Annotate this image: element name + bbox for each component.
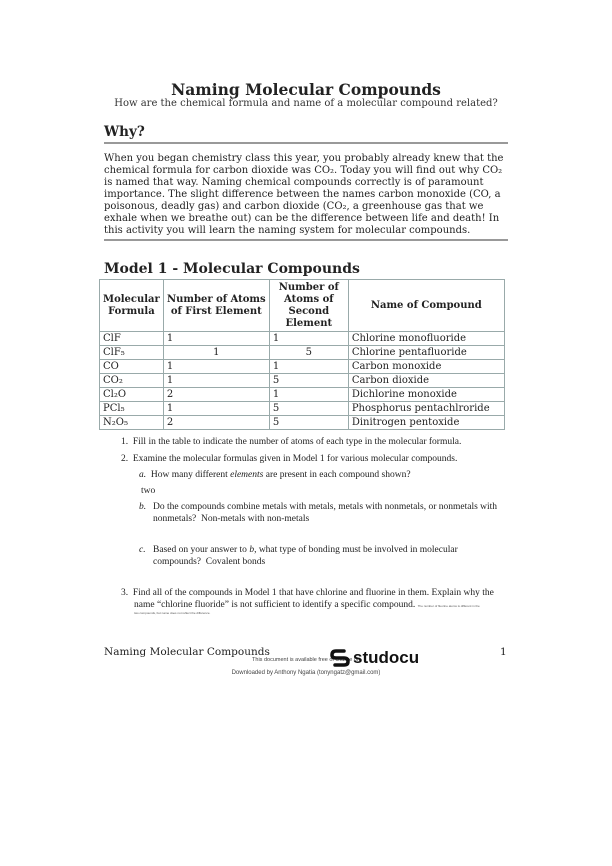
cell-first[interactable]: 2	[163, 416, 269, 430]
divider	[104, 142, 508, 144]
cell-first[interactable]: 1	[163, 346, 269, 360]
q3-text: name “chlorine fluoride” is not sufficient to identify a specific compound.	[134, 600, 416, 610]
q2c-label: c.	[139, 545, 146, 555]
cell-name: Phosphorus pentachlroride	[348, 402, 504, 416]
answer-2b[interactable]: Non-metals with non-metals	[201, 513, 310, 524]
cell-second[interactable]: 1	[269, 388, 348, 402]
q2c-text-pre: Based on your answer to	[153, 545, 247, 555]
answer-2a[interactable]: two	[141, 486, 156, 496]
table-row	[100, 374, 505, 388]
page-subtitle: How are the chemical formula and name of a molecular compound related?	[114, 98, 498, 109]
cell-name: Dichlorine monoxide	[348, 388, 504, 402]
q2b-text: Do the compounds combine metals with metals, metals with nonmetals, or nonmetals with nonmetals?	[153, 502, 498, 524]
cell-name: Chlorine pentafluoride	[348, 346, 504, 360]
cell-second[interactable]: 1	[269, 360, 348, 374]
intro-paragraph: When you began chemistry class this year, you probably already knew that the chemical formula for carbon dioxide was CO₂. Today you will find out why CO₂ is named that way. Naming chemical compounds correctly is of paramount importance. The slight difference between the names carbon monoxide (CO, a poisonous, deadly gas) and carbon dioxide (CO₂, a greenhouse gas that we exhale when we breathe out) can be the difference between life and death! In this activity you will learn the naming system for molecular compounds.	[104, 153, 504, 236]
divider	[104, 239, 508, 241]
download-note: Downloaded by Anthony Ngatia (tonyngatz@gmail.com)	[231, 670, 381, 676]
table-row	[100, 402, 505, 416]
question-2: 2. Examine the molecular formulas given in Model 1 for various molecular compounds.	[121, 454, 458, 464]
q2a-text-post: are present in each compound shown?	[265, 470, 411, 480]
table-row	[100, 346, 505, 360]
footer-title: Naming Molecular Compounds	[104, 646, 270, 658]
question-2a	[139, 470, 411, 480]
cell-formula: ClF₅	[100, 346, 164, 360]
table-row	[100, 388, 505, 402]
cell-second[interactable]: 5	[269, 416, 348, 430]
col-header-first: Number of Atoms of First Element	[163, 280, 269, 332]
cell-name: Carbon monoxide	[348, 360, 504, 374]
q2a-text-em: elements	[230, 470, 264, 480]
studocu-icon	[330, 648, 350, 668]
table-header-row	[100, 280, 505, 332]
cell-name: Carbon dioxide	[348, 374, 504, 388]
availability-note: This document is available free of charge on	[252, 657, 360, 663]
q2c-text-em: b	[249, 545, 255, 555]
answer-3-part1[interactable]: The number of fluorine atoms is different in the	[417, 604, 480, 608]
why-heading: Why?	[104, 124, 145, 140]
compounds-table	[99, 279, 505, 430]
question-3-line1: 3. Find all of the compounds in Model 1 that have chlorine and fluorine in them. Explain why the	[121, 588, 494, 598]
cell-second[interactable]: 5	[269, 402, 348, 416]
answer-2c[interactable]: Covalent bonds	[205, 556, 266, 567]
studocu-wordmark: studocu	[353, 648, 420, 667]
cell-formula: Cl₂O	[100, 388, 164, 402]
col-header-second: Number of Atoms of Second Element	[269, 280, 348, 332]
table-row	[100, 416, 505, 430]
cell-formula: PCl₅	[100, 402, 164, 416]
cell-second[interactable]: 5	[269, 346, 348, 360]
page-title: Naming Molecular Compounds	[171, 80, 441, 99]
question-2b	[139, 502, 511, 525]
page-number: 1	[500, 646, 507, 658]
q2a-text-pre: How many different	[150, 470, 228, 480]
cell-formula: CO	[100, 360, 164, 374]
question-1: 1. Fill in the table to indicate the number of atoms of each type in the molecular formula.	[121, 437, 462, 447]
table-row	[100, 360, 505, 374]
cell-formula: N₂O₅	[100, 416, 164, 430]
q2c-text-post: , what type of bonding must be involved in molecular compounds?	[153, 545, 458, 567]
col-header-formula: Molecular Formula	[100, 280, 164, 332]
cell-second[interactable]: 1	[269, 332, 348, 346]
q2b-label: b.	[139, 502, 147, 512]
col-header-name: Name of Compound	[348, 280, 504, 332]
cell-name: Chlorine monofluoride	[348, 332, 504, 346]
cell-formula: ClF	[100, 332, 164, 346]
cell-first[interactable]: 1	[163, 360, 269, 374]
cell-first[interactable]: 1	[163, 402, 269, 416]
cell-formula: CO₂	[100, 374, 164, 388]
cell-second[interactable]: 5	[269, 374, 348, 388]
table-row	[100, 332, 505, 346]
q2a-label: a.	[139, 470, 147, 480]
question-2c	[139, 545, 511, 568]
cell-first[interactable]: 2	[163, 388, 269, 402]
answer-3-part2[interactable]: two compounds, but name does not reflect the difference.	[134, 611, 211, 615]
cell-name: Dinitrogen pentoxide	[348, 416, 504, 430]
question-3-line2	[134, 600, 480, 610]
cell-first[interactable]: 1	[163, 332, 269, 346]
model-heading: Model 1 - Molecular Compounds	[104, 261, 360, 277]
cell-first[interactable]: 1	[163, 374, 269, 388]
studocu-logo[interactable]	[330, 648, 419, 668]
